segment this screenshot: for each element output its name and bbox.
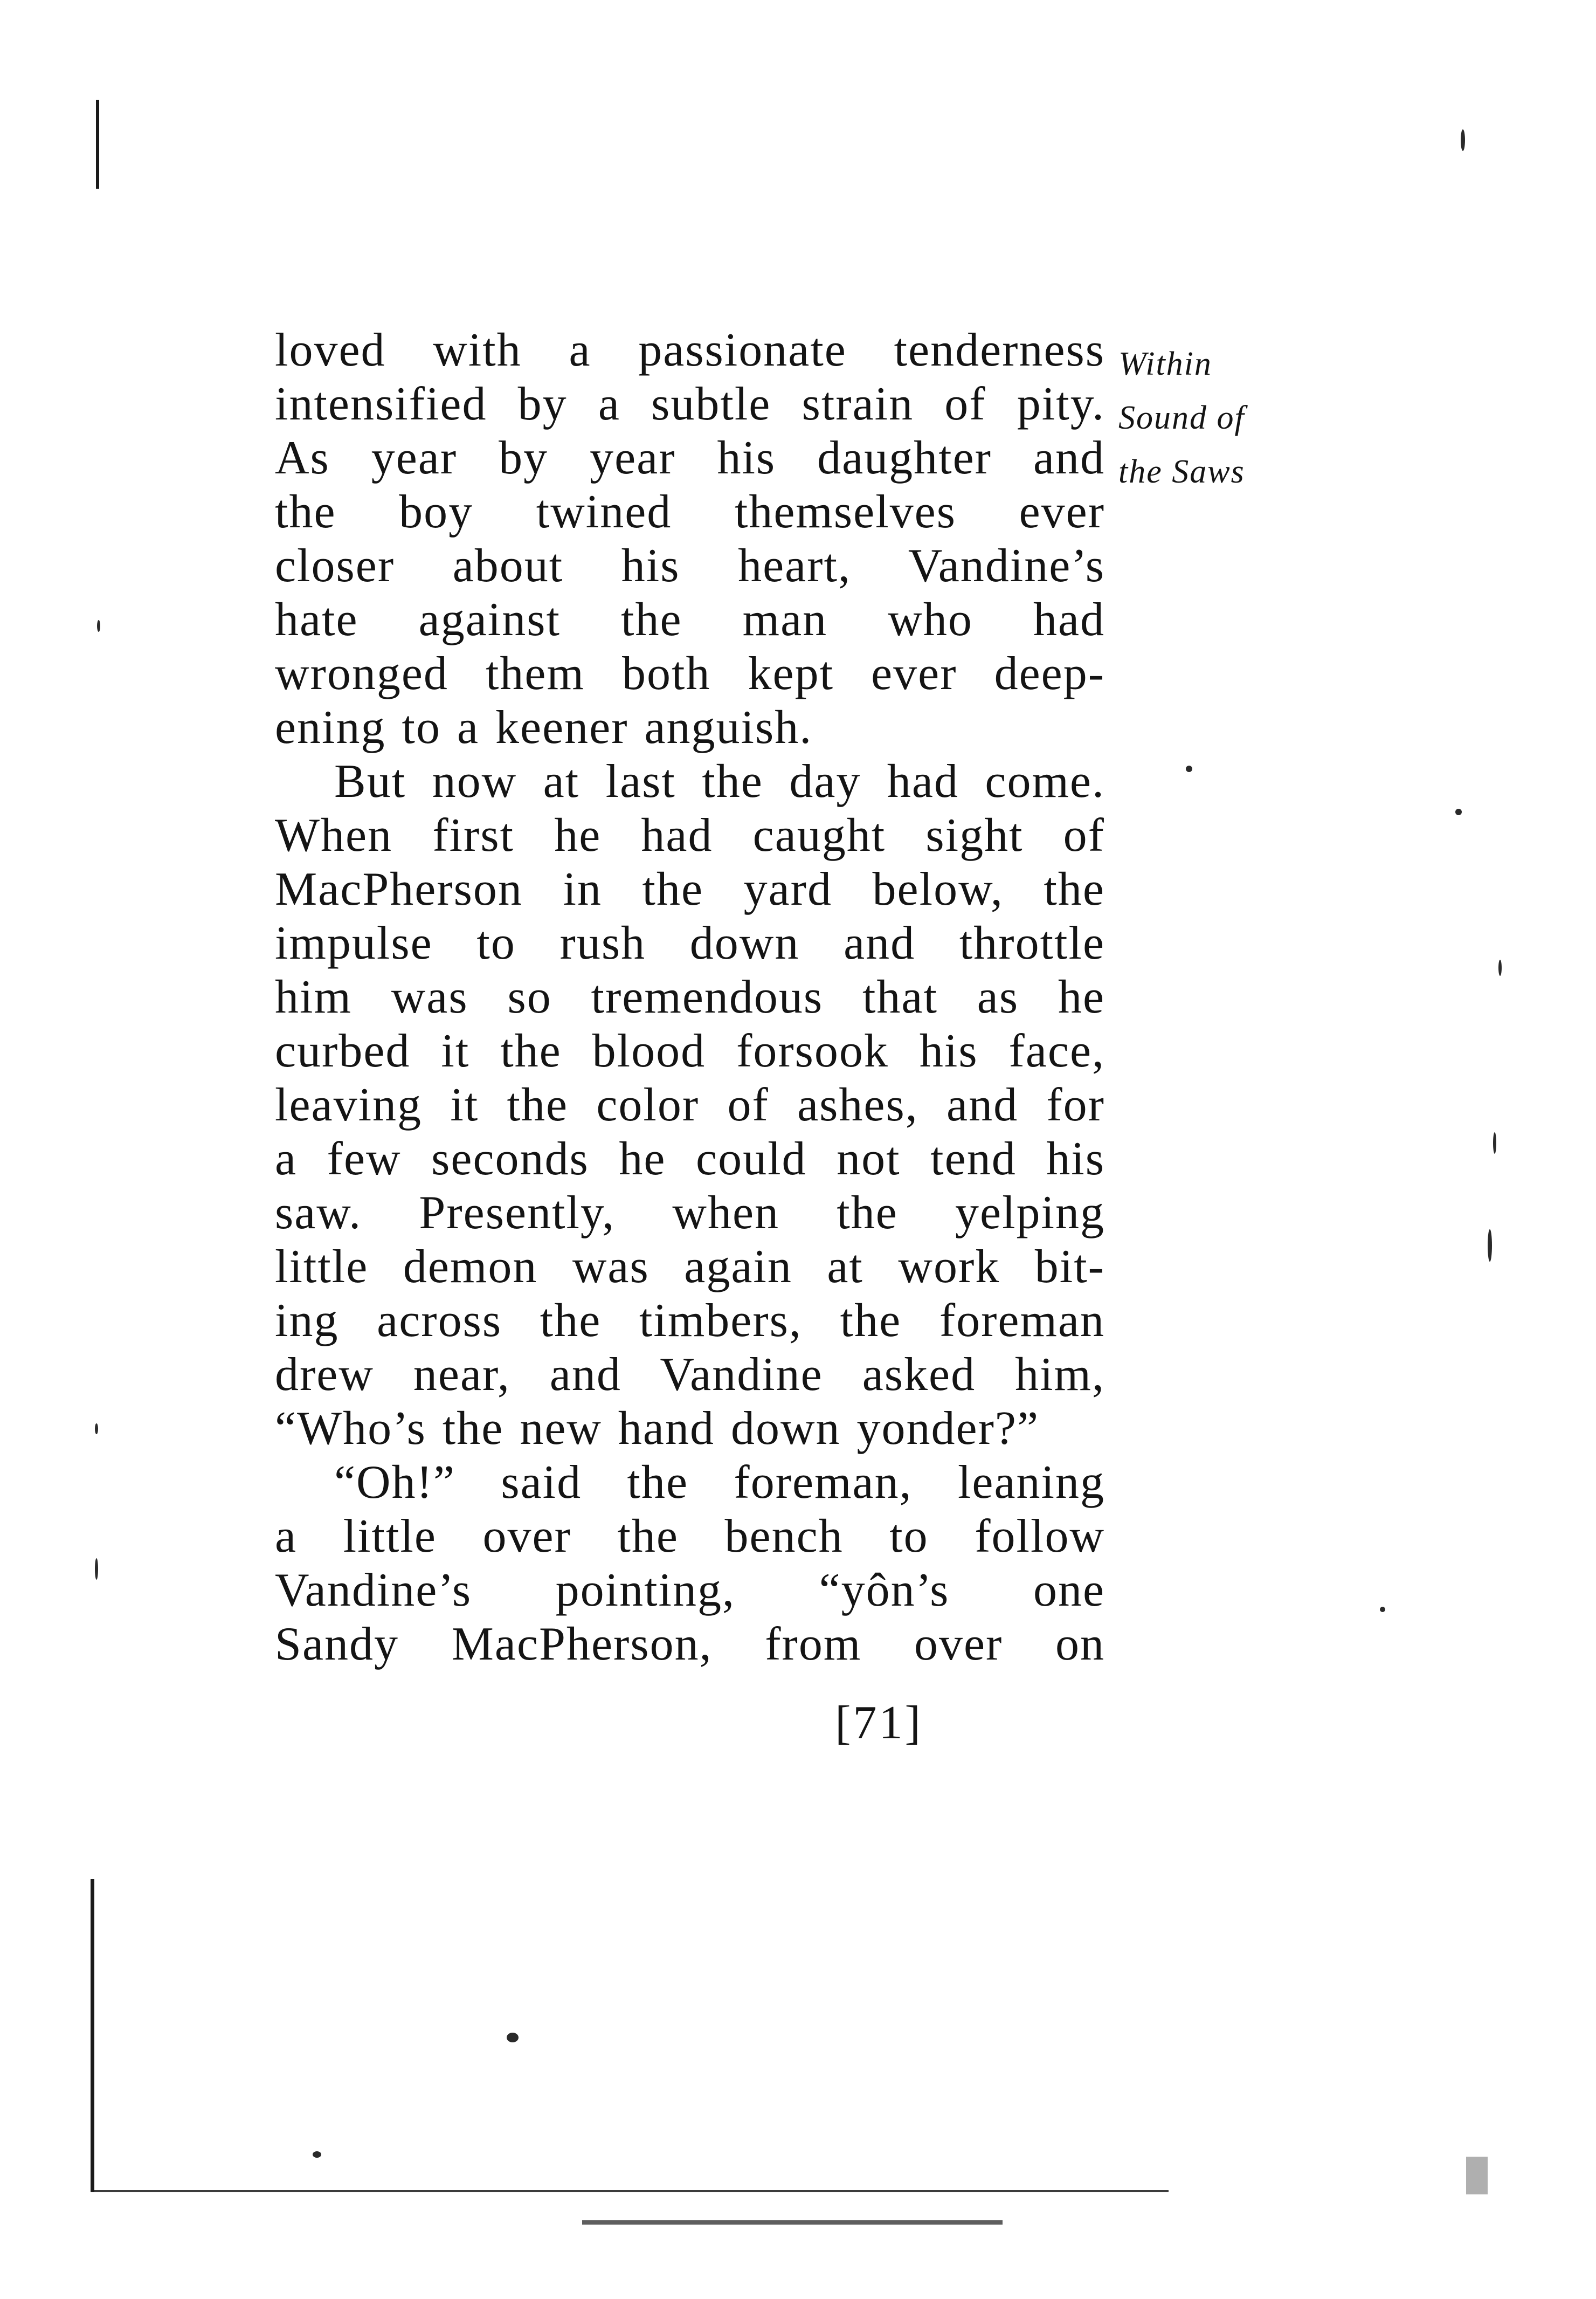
speck: [313, 2151, 321, 2158]
left-margin-scan-line-top: [96, 100, 99, 189]
text-line: Vandine’s pointing, “yôn’s one: [275, 1564, 1105, 1616]
speck: [1498, 960, 1502, 976]
page-number: [71]: [835, 1697, 923, 1749]
text-line: wronged them both kept ever deep-: [275, 648, 1105, 700]
text-line: hate against the man who had: [275, 594, 1105, 646]
speck: [1380, 1607, 1385, 1612]
left-margin-scan-line-bottom: [91, 1879, 94, 2192]
text-line: drew near, and Vandine asked him,: [275, 1348, 1105, 1401]
text-line: curbed it the blood forsook his face,: [275, 1025, 1105, 1077]
margin-title-line: Sound of: [1118, 400, 1245, 436]
text-line: him was so tremendous that as he: [275, 971, 1105, 1023]
speck: [1488, 1229, 1492, 1262]
speck: [1461, 129, 1465, 151]
text-line: a few seconds he could not tend his: [275, 1133, 1105, 1185]
margin-title-line: Within: [1118, 346, 1212, 382]
text-line: ing across the timbers, the foreman: [275, 1295, 1105, 1347]
speck: [1493, 1132, 1496, 1154]
body-text: [275, 323, 1105, 1671]
text-line: leaving it the color of ashes, and for: [275, 1079, 1105, 1131]
paragraph-first-line: “Oh!” said the foreman, leaning: [334, 1456, 1105, 1509]
text-line: impulse to rush down and throttle: [275, 917, 1105, 969]
margin-title-line: the Saws: [1118, 453, 1245, 490]
right-edge-smudge: [1466, 2157, 1488, 2194]
text-line: “Who’s the new hand down yonder?”: [275, 1402, 1040, 1455]
speck: [95, 1423, 98, 1434]
text-line: a little over the bench to follow: [275, 1510, 1105, 1563]
text-line: saw. Presently, when the yelping: [275, 1187, 1105, 1239]
speck: [1186, 766, 1192, 772]
text-line: loved with a passionate tenderness: [275, 324, 1105, 376]
speck: [507, 2033, 519, 2042]
text-line: closer about his heart, Vandine’s: [275, 540, 1105, 592]
running-margin-title: [1118, 337, 1245, 499]
speck: [1455, 809, 1462, 815]
text-line: When first he had caught sight of: [275, 809, 1105, 862]
bottom-scan-line: [91, 2190, 1169, 2192]
text-line: MacPherson in the yard below, the: [275, 863, 1105, 916]
speck: [95, 1558, 98, 1580]
bottom-scan-dashes: [582, 2220, 1003, 2225]
paragraph-first-line: But now at last the day had come.: [334, 755, 1105, 808]
speck: [97, 620, 100, 632]
text-line: the boy twined themselves ever: [275, 486, 1105, 538]
text-line: As year by year his daughter and: [275, 432, 1105, 484]
text-line: Sandy MacPherson, from over on: [275, 1618, 1105, 1670]
text-line: little demon was again at work bit-: [275, 1241, 1105, 1293]
text-line: intensified by a subtle strain of pity.: [275, 378, 1105, 430]
text-line: ening to a keener anguish.: [275, 701, 813, 754]
